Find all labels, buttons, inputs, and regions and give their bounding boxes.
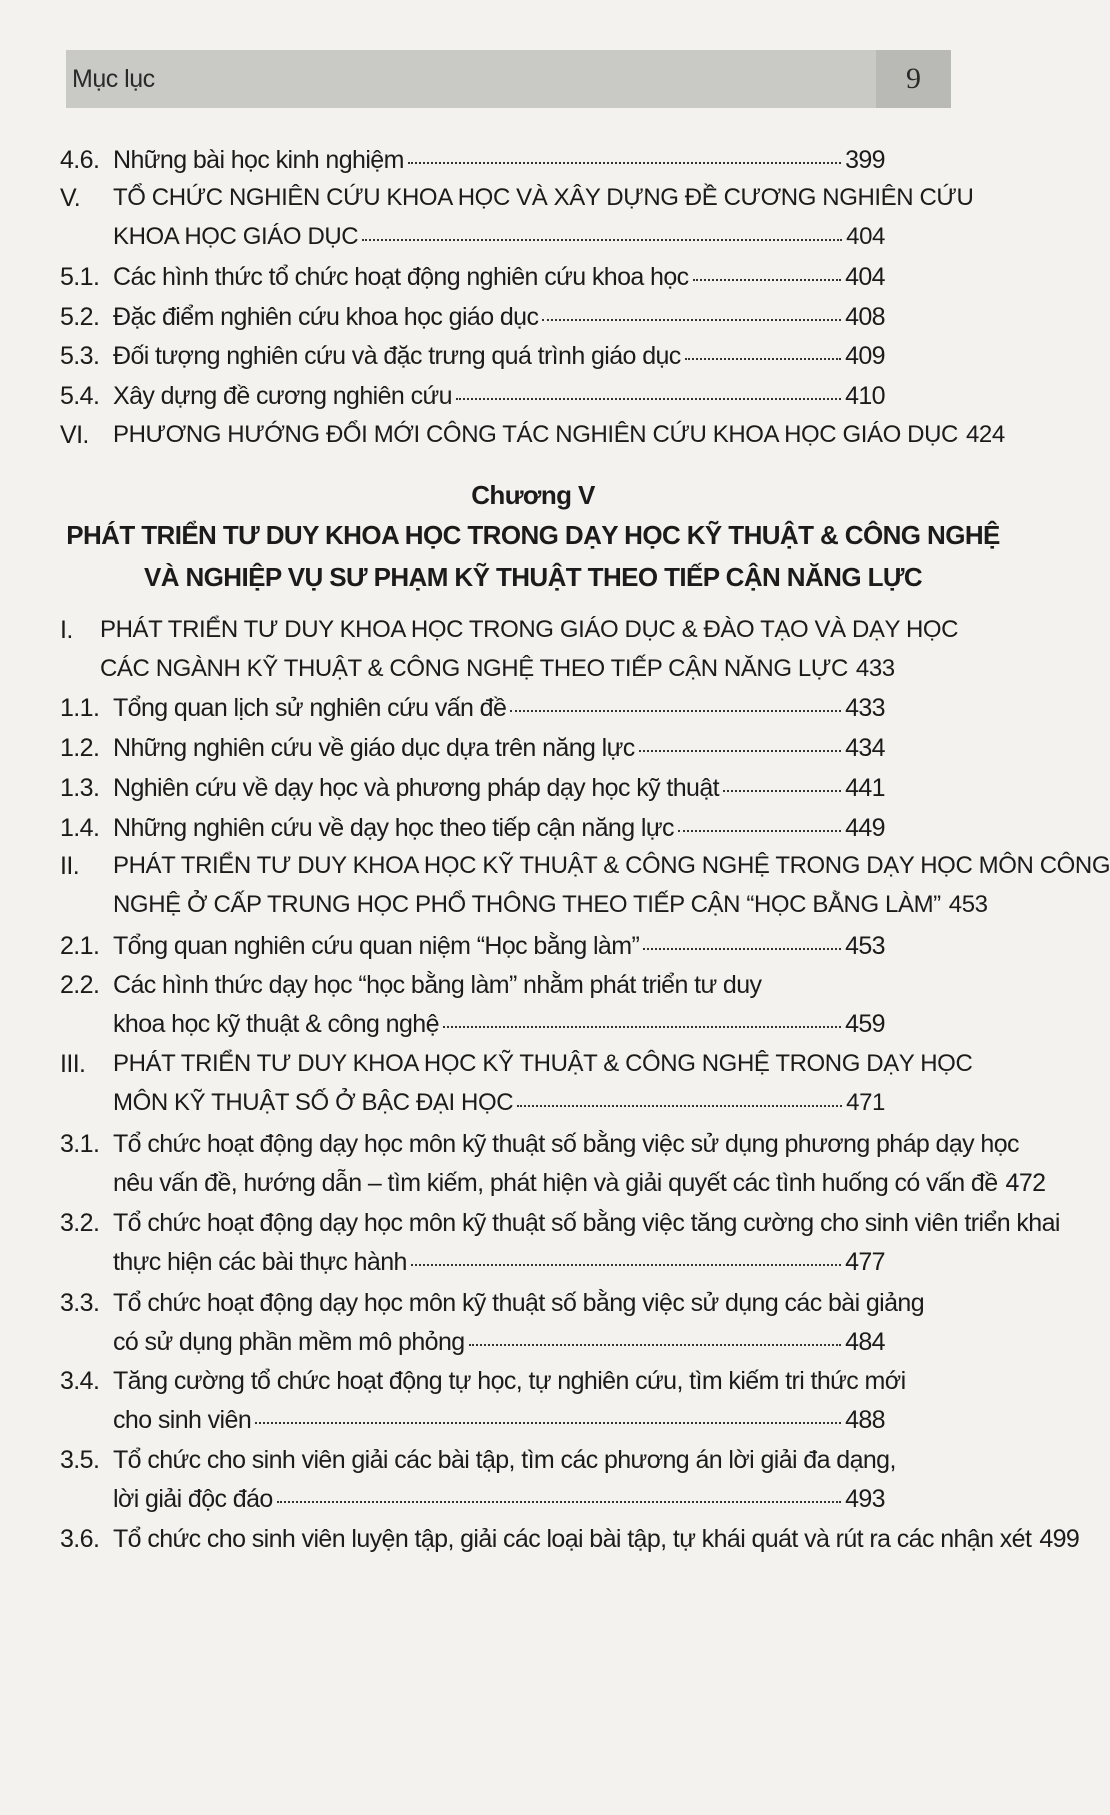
toc-entry[interactable]: [113, 376, 885, 416]
dot-leader: [510, 688, 841, 712]
toc-entry[interactable]: [100, 649, 895, 689]
dot-leader: [411, 1242, 841, 1266]
toc-entry-number: 1.4.: [60, 814, 100, 842]
toc-entry[interactable]: [113, 297, 885, 337]
toc-entry-title: Tổ chức hoạt động dạy học môn kỹ thuật số bằng việc sử dụng phương pháp dạy học: [113, 1130, 1019, 1158]
toc-entry[interactable]: [113, 336, 885, 376]
toc-entry-number: 2.2.: [60, 971, 100, 999]
dot-leader: [643, 926, 841, 950]
toc-entry-title: MÔN KỸ THUẬT SỐ Ở BẬC ĐẠI HỌC: [113, 1089, 514, 1116]
toc-entry-page: 453: [845, 932, 885, 960]
toc-entry-page: 488: [845, 1406, 885, 1434]
chapter-title-line-2: VÀ NGHIỆP VỤ SƯ PHẠM KỸ THUẬT THEO TIẾP CẬN NĂNG LỰC: [143, 562, 923, 592]
toc-entry-page: 424: [965, 421, 1005, 448]
toc-entry-continuation: [113, 846, 1110, 886]
toc-entry-title: Nghiên cứu về dạy học và phương pháp dạy học kỹ thuật: [113, 774, 719, 802]
toc-entry-continuation: [113, 965, 761, 1005]
toc-entry-page: 471: [846, 1089, 885, 1116]
toc-entry-number: V.: [60, 184, 81, 212]
toc-entry-page: 434: [845, 734, 885, 762]
toc-entry-title: cho sinh viên: [113, 1406, 252, 1434]
toc-entry-number: 3.4.: [60, 1367, 100, 1395]
dot-leader: [723, 768, 841, 792]
toc-entry[interactable]: [113, 1242, 885, 1282]
toc-entry[interactable]: [113, 688, 885, 728]
dot-leader: [639, 728, 841, 752]
toc-entry[interactable]: [113, 1400, 885, 1440]
toc-entry[interactable]: [113, 1163, 1046, 1203]
dot-leader: [693, 257, 842, 281]
toc-entry[interactable]: [113, 140, 885, 180]
toc-entry-continuation: [113, 178, 973, 218]
toc-entry[interactable]: [113, 768, 885, 808]
toc-entry-continuation: [113, 1283, 924, 1323]
toc-entry-continuation: [113, 1044, 972, 1084]
toc-entry-title: PHÁT TRIỂN TƯ DUY KHOA HỌC KỸ THUẬT & CÔNG NGHỆ TRONG DẠY HỌC: [113, 1050, 973, 1077]
dot-leader: [408, 140, 841, 164]
toc-entry-title: PHƯƠNG HƯỚNG ĐỔI MỚI CÔNG TÁC NGHIÊN CỨU KHOA HỌC GIÁO DỤC: [113, 421, 958, 448]
toc-entry-title: Tổng quan nghiên cứu quan niệm “Học bằng làm”: [113, 932, 640, 960]
toc-entry-number: 3.1.: [60, 1130, 100, 1158]
dot-leader: [542, 297, 841, 321]
toc-entry-continuation: [100, 610, 958, 650]
toc-entry-number: 5.4.: [60, 382, 100, 410]
dot-leader: [678, 808, 841, 832]
toc-entry-title: Các hình thức tổ chức hoạt động nghiên cứu khoa học: [113, 263, 689, 291]
toc-entry-number: 3.2.: [60, 1209, 100, 1237]
toc-entry-title: Tổ chức cho sinh viên luyện tập, giải các loại bài tập, tự khái quát và rút ra các nhận xét: [113, 1525, 1032, 1553]
toc-entry-number: 4.6.: [60, 146, 100, 174]
toc-entry-title: có sử dụng phần mềm mô phỏng: [113, 1328, 465, 1356]
toc-entry[interactable]: [113, 885, 988, 925]
toc-entry-page: 408: [845, 303, 885, 331]
toc-entry-title: Xây dựng đề cương nghiên cứu: [113, 382, 452, 410]
toc-entry-page: 453: [948, 891, 988, 918]
toc-entry-title: Đối tượng nghiên cứu và đặc trưng quá trình giáo dục: [113, 342, 681, 370]
toc-entry[interactable]: [113, 926, 885, 966]
toc-entry[interactable]: [113, 808, 885, 848]
page-number: 9: [876, 50, 951, 108]
dot-leader: [685, 336, 841, 360]
toc-entry-number: 5.2.: [60, 303, 100, 331]
dot-leader: [517, 1083, 842, 1107]
toc-entry-title: TỔ CHỨC NGHIÊN CỨU KHOA HỌC VÀ XÂY DỰNG ĐỀ CƯƠNG NGHIÊN CỨU: [113, 184, 974, 211]
toc-entry[interactable]: [113, 1322, 885, 1362]
toc-entry-title: nêu vấn đề, hướng dẫn – tìm kiếm, phát hiện và giải quyết các tình huống có vấn đề: [113, 1169, 998, 1197]
dot-leader: [362, 217, 842, 241]
toc-entry-page: 499: [1039, 1525, 1080, 1553]
toc-entry-page: 484: [845, 1328, 885, 1356]
toc-entry-title: Đặc điểm nghiên cứu khoa học giáo dục: [113, 303, 539, 331]
toc-entry[interactable]: [113, 1519, 1080, 1559]
toc-entry-continuation: [113, 1440, 896, 1480]
toc-entry-number: 2.1.: [60, 932, 100, 960]
toc-entry-number: 3.5.: [60, 1446, 100, 1474]
toc-entry-page: 404: [845, 263, 885, 291]
toc-entry-page: 404: [846, 223, 885, 250]
toc-entry-page: 493: [845, 1485, 885, 1513]
toc-entry-page: 441: [845, 774, 885, 802]
chapter-title-line-1: PHÁT TRIỂN TƯ DUY KHOA HỌC TRONG DẠY HỌC KỸ THUẬT & CÔNG NGHỆ: [66, 520, 1000, 550]
toc-entry-title: PHÁT TRIỂN TƯ DUY KHOA HỌC KỸ THUẬT & CÔNG NGHỆ TRONG DẠY HỌC MÔN CÔNG: [113, 852, 1110, 879]
toc-entry-number: 1.3.: [60, 774, 100, 802]
toc-entry-title: Tổ chức cho sinh viên giải các bài tập, tìm các phương án lời giải đa dạng,: [113, 1446, 896, 1474]
toc-entry-continuation: [113, 1361, 906, 1401]
toc-entry-page: 433: [845, 694, 885, 722]
toc-entry-page: 449: [845, 814, 885, 842]
toc-entry-continuation: [113, 1124, 1019, 1164]
toc-entry-title: Tổ chức hoạt động dạy học môn kỹ thuật số bằng việc sử dụng các bài giảng: [113, 1289, 925, 1317]
toc-entry-title: Các hình thức dạy học “học bằng làm” nhằm phát triển tư duy: [113, 971, 762, 999]
toc-entry-title: Những nghiên cứu về dạy học theo tiếp cận năng lực: [113, 814, 674, 842]
toc-entry-page: 472: [1005, 1169, 1046, 1197]
toc-entry-page: 477: [845, 1248, 885, 1276]
toc-entry-page: 409: [845, 342, 885, 370]
toc-entry-number: 3.6.: [60, 1525, 100, 1553]
dot-leader: [469, 1322, 842, 1346]
toc-entry-title: Tổng quan lịch sử nghiên cứu vấn đề: [113, 694, 507, 722]
dot-leader: [456, 376, 841, 400]
toc-entry-number: 5.3.: [60, 342, 100, 370]
toc-entry[interactable]: [113, 1004, 885, 1044]
dot-leader: [277, 1479, 841, 1503]
toc-entry-number: 1.2.: [60, 734, 100, 762]
toc-entry[interactable]: [113, 1083, 885, 1123]
dot-leader: [443, 1004, 841, 1028]
toc-entry[interactable]: [113, 415, 1005, 455]
toc-entry-title: lời giải độc đáo: [113, 1485, 273, 1513]
dot-leader: [255, 1400, 841, 1424]
toc-entry[interactable]: [113, 728, 885, 768]
toc-entry-number: VI.: [60, 421, 89, 449]
toc-entry-number: 1.1.: [60, 694, 100, 722]
toc-entry-number: 5.1.: [60, 263, 100, 291]
toc-entry-title: KHOA HỌC GIÁO DỤC: [113, 223, 359, 250]
running-title: Mục lục: [72, 65, 155, 93]
toc-entry-number: II.: [60, 852, 80, 880]
toc-entry[interactable]: [113, 217, 885, 257]
toc-entry-title: thực hiện các bài thực hành: [113, 1248, 407, 1276]
toc-entry-title: CÁC NGÀNH KỸ THUẬT & CÔNG NGHỆ THEO TIẾP CẬN NĂNG LỰC: [100, 655, 848, 682]
toc-entry-page: 399: [845, 146, 885, 174]
toc-entry-title: Những bài học kinh nghiệm: [113, 146, 404, 174]
toc-entry-number: I.: [60, 616, 73, 644]
toc-entry-title: NGHỆ Ở CẤP TRUNG HỌC PHỔ THÔNG THEO TIẾP CẬN “HỌC BẰNG LÀM”: [113, 891, 941, 918]
toc-entry-title: Tăng cường tổ chức hoạt động tự học, tự nghiên cứu, tìm kiếm tri thức mới: [113, 1367, 906, 1395]
toc-entry-number: III.: [60, 1050, 86, 1078]
toc-entry[interactable]: [113, 1479, 885, 1519]
toc-entry-title: Những nghiên cứu về giáo dục dựa trên năng lực: [113, 734, 635, 762]
toc-entry-continuation: [113, 1203, 1060, 1243]
toc-entry-page: 410: [845, 382, 885, 410]
toc-entry-page: 459: [845, 1010, 885, 1038]
toc-entry-title: khoa học kỹ thuật & công nghệ: [113, 1010, 439, 1038]
chapter-label: Chương V: [471, 480, 595, 510]
toc-entry-title: PHÁT TRIỂN TƯ DUY KHOA HỌC TRONG GIÁO DỤC & ĐÀO TẠO VÀ DẠY HỌC: [100, 616, 959, 643]
toc-entry-number: 3.3.: [60, 1289, 100, 1317]
toc-entry-title: Tổ chức hoạt động dạy học môn kỹ thuật số bằng việc tăng cường cho sinh viên triển khai: [113, 1209, 1060, 1237]
toc-entry[interactable]: [113, 257, 885, 297]
toc-entry-page: 433: [855, 655, 895, 682]
